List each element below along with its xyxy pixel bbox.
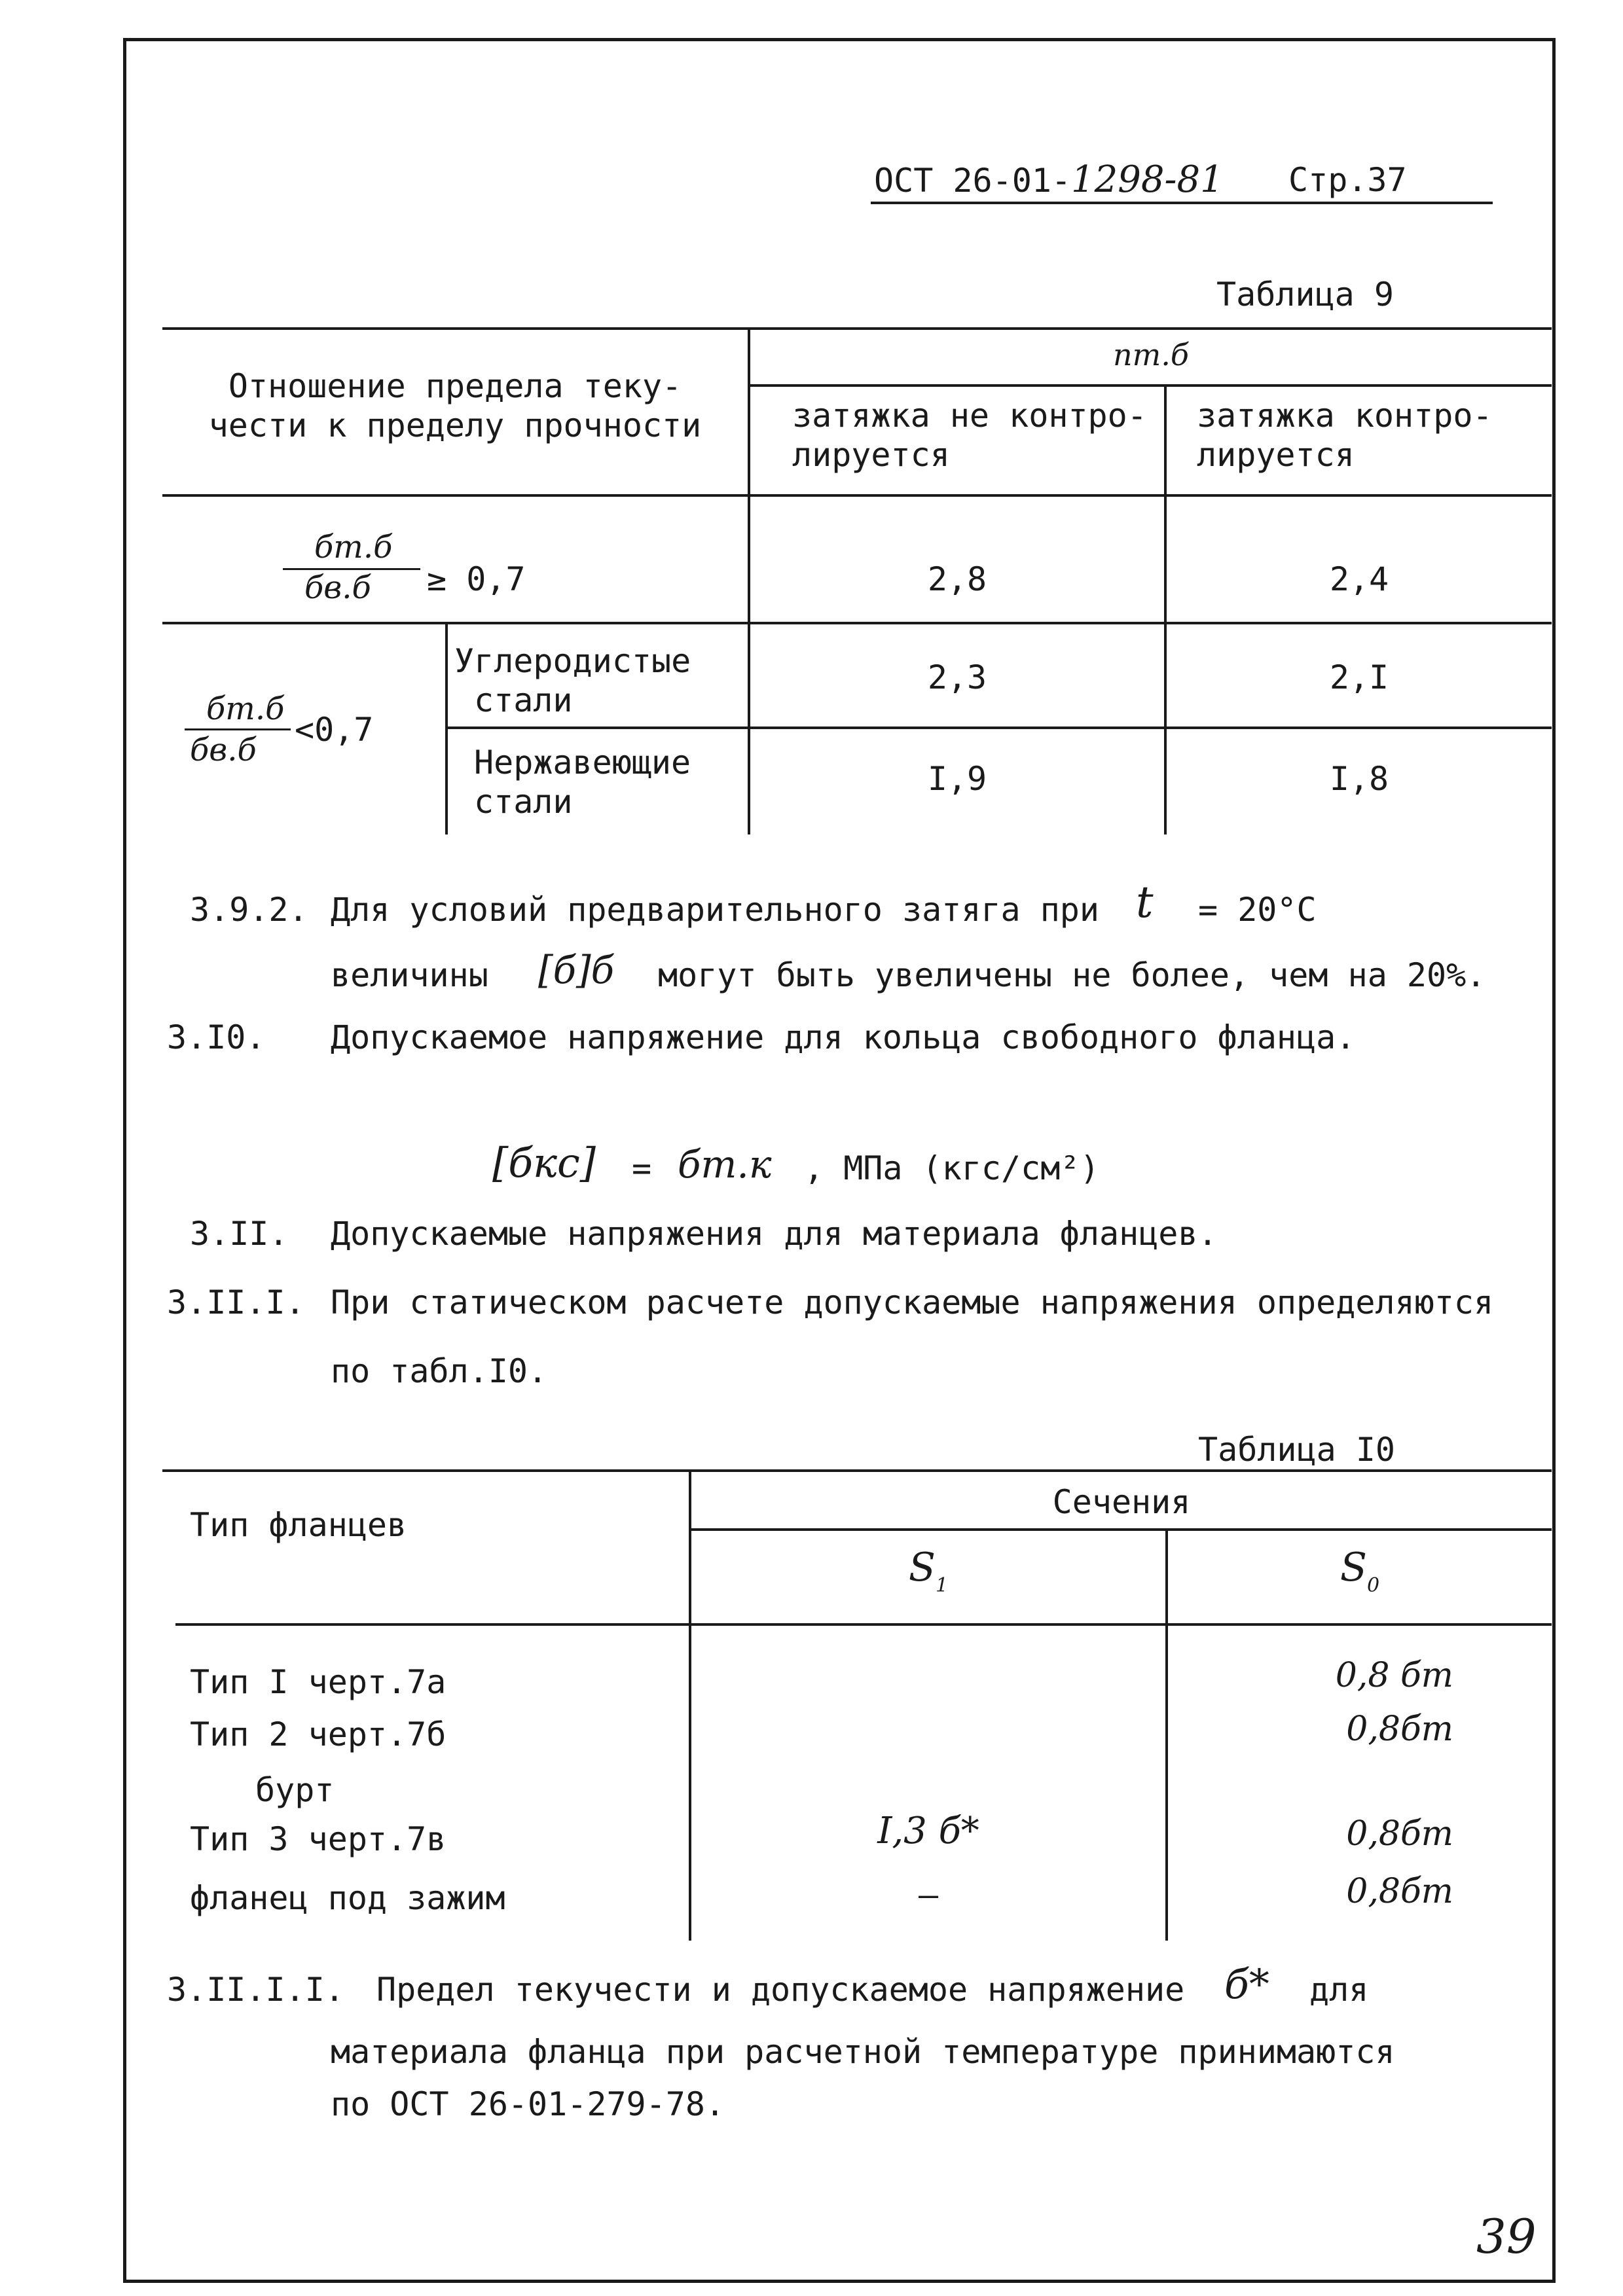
table10-top-rule xyxy=(162,1469,1552,1472)
table9-row1-v1: 2,8 xyxy=(927,560,987,598)
table10-head-col1: Тип фланцев xyxy=(190,1506,407,1544)
formula-lhs: [бкс] xyxy=(492,1139,596,1187)
formula-units: , МПа (кгс/см²) xyxy=(804,1149,1100,1187)
p311-number: 3.II. xyxy=(190,1215,289,1253)
table10-row1-s0: 0,8 бт xyxy=(1335,1656,1453,1695)
table9-head-sub1-line1: затяжка не контро- xyxy=(792,397,1147,435)
table10-row1-type: Тип I черт.7а xyxy=(190,1663,447,1701)
table9-head-col1-line1: Отношение предела теку- xyxy=(228,367,682,405)
table9-head-sub2 xyxy=(1197,396,1493,475)
table10-head-s1: $S_1$ xyxy=(908,1545,949,1597)
table9-group-relation: <0,7 xyxy=(295,711,374,749)
p392-t-symbol: t xyxy=(1136,877,1154,927)
table10-row4-s1: I,3 б* xyxy=(877,1810,979,1852)
formula-rhs: бт.к xyxy=(678,1142,772,1187)
table9-row2-material-line1: Углеродистые xyxy=(454,642,691,680)
p3111-line1: При статическом расчете допускаемые напряжения определяются xyxy=(331,1283,1494,1321)
table9-head-sub1 xyxy=(792,396,1147,475)
p31111-line1-start: Предел текучести и допускаемое напряжение xyxy=(376,1971,1185,2009)
table10-row4-s0: 0,8бт xyxy=(1346,1814,1453,1854)
table10-row5-type: фланец под зажим xyxy=(190,1879,505,1917)
page-number-handwritten: 39 xyxy=(1476,2209,1537,2264)
table9-row1-denominator: бв.б xyxy=(304,569,371,606)
p392-line1: Для условий предварительного затяга при xyxy=(331,891,1099,929)
p392-line2-end: могут быть увеличены не более, чем на 20%. xyxy=(658,956,1486,994)
p31111-line3: по ОСТ 26-01-279-78. xyxy=(331,2085,725,2123)
p3111-number: 3.II.I. xyxy=(167,1283,305,1321)
table9-caption: Таблица 9 xyxy=(1216,276,1394,314)
table10-subhead-rule xyxy=(691,1528,1552,1531)
table9-row2-v2: 2,I xyxy=(1329,658,1389,696)
table9-head-bottom-rule xyxy=(162,494,1552,497)
table10-caption: Таблица I0 xyxy=(1198,1431,1396,1469)
table9-subhead-rule xyxy=(750,384,1552,387)
table9-head-group: nт.б xyxy=(1113,337,1189,372)
table9-group-denominator: бв.б xyxy=(190,732,257,768)
p31111-line2: материала фланца при расчетной температуре принимаются xyxy=(331,2033,1395,2071)
table9-row3-material-line2: стали xyxy=(474,783,573,821)
page-label: Стр.37 xyxy=(1288,161,1407,199)
std-prefix: ОСТ 26-01- xyxy=(874,162,1072,200)
table10-row2-type: Тип 2 черт.7б xyxy=(190,1715,447,1753)
table9-group-numerator: бт.б xyxy=(206,691,285,727)
p310-number: 3.I0. xyxy=(167,1018,266,1056)
table9-row2-v1: 2,3 xyxy=(927,658,987,696)
table10-head-bottom-rule xyxy=(175,1623,1552,1626)
table9-row1-v2: 2,4 xyxy=(1329,560,1389,598)
table9-row2-material xyxy=(454,641,691,720)
table9-top-rule xyxy=(162,327,1552,330)
p311-text: Допускаемые напряжения для материала фланцев. xyxy=(331,1215,1218,1253)
table9-row1-bottom-rule xyxy=(162,622,1552,624)
p31111-number: 3.II.I.I. xyxy=(167,1971,344,2009)
table9-row3-material xyxy=(474,743,691,821)
p310-text: Допускаемое напряжение для кольца свободного фланца. xyxy=(331,1018,1356,1056)
header-underline xyxy=(871,202,1493,204)
p392-number: 3.9.2. xyxy=(190,891,308,929)
table10-row4-type: Тип 3 черт.7в xyxy=(190,1820,447,1858)
table10-head-s0: $S_0$ xyxy=(1340,1545,1380,1597)
table9-row2-material-line2: стали xyxy=(474,681,573,719)
table10-head-group: Сечения xyxy=(1052,1483,1191,1521)
table9-row3-v2: I,8 xyxy=(1329,760,1389,798)
p31111-line1-end: для xyxy=(1309,1971,1369,2009)
p392-temperature: = 20°С xyxy=(1198,891,1317,929)
table9-head-col1-line2: чести к пределу прочности xyxy=(208,406,702,444)
header-std xyxy=(874,160,1224,200)
table9-head-sub2-line2: лируется xyxy=(1197,436,1355,474)
table9-row3-v1: I,9 xyxy=(927,760,987,798)
table9-head-sub1-line2: лируется xyxy=(792,436,950,474)
p31111-sigma-star: б* xyxy=(1224,1960,1269,2008)
std-number-handwritten: 1298-81 xyxy=(1071,158,1224,201)
p392-line2-start: величины xyxy=(331,956,488,994)
table10-row3-type: бурт xyxy=(255,1771,335,1809)
p392-sigma-allowable: [б]б xyxy=(538,948,615,992)
table9-group-fraction-bar xyxy=(185,728,291,730)
formula-equals: = xyxy=(632,1149,652,1187)
p3111-line2: по табл.I0. xyxy=(331,1352,548,1390)
table9-head-sub2-line1: затяжка контро- xyxy=(1197,397,1493,435)
table9-head-col1 xyxy=(164,367,746,445)
table9-row1-numerator: бт.б xyxy=(314,529,393,565)
table10-vline-main xyxy=(689,1469,691,1941)
table9-row3-material-line1: Нержавеющие xyxy=(474,744,691,781)
table10-row2-s0: 0,8бт xyxy=(1346,1710,1453,1749)
table10-row5-s0: 0,8бт xyxy=(1346,1872,1453,1911)
table10-row5-s1: — xyxy=(918,1876,939,1914)
table9-row2-bottom-rule xyxy=(448,726,1552,729)
table9-row1-relation: ≥ 0,7 xyxy=(427,560,526,598)
